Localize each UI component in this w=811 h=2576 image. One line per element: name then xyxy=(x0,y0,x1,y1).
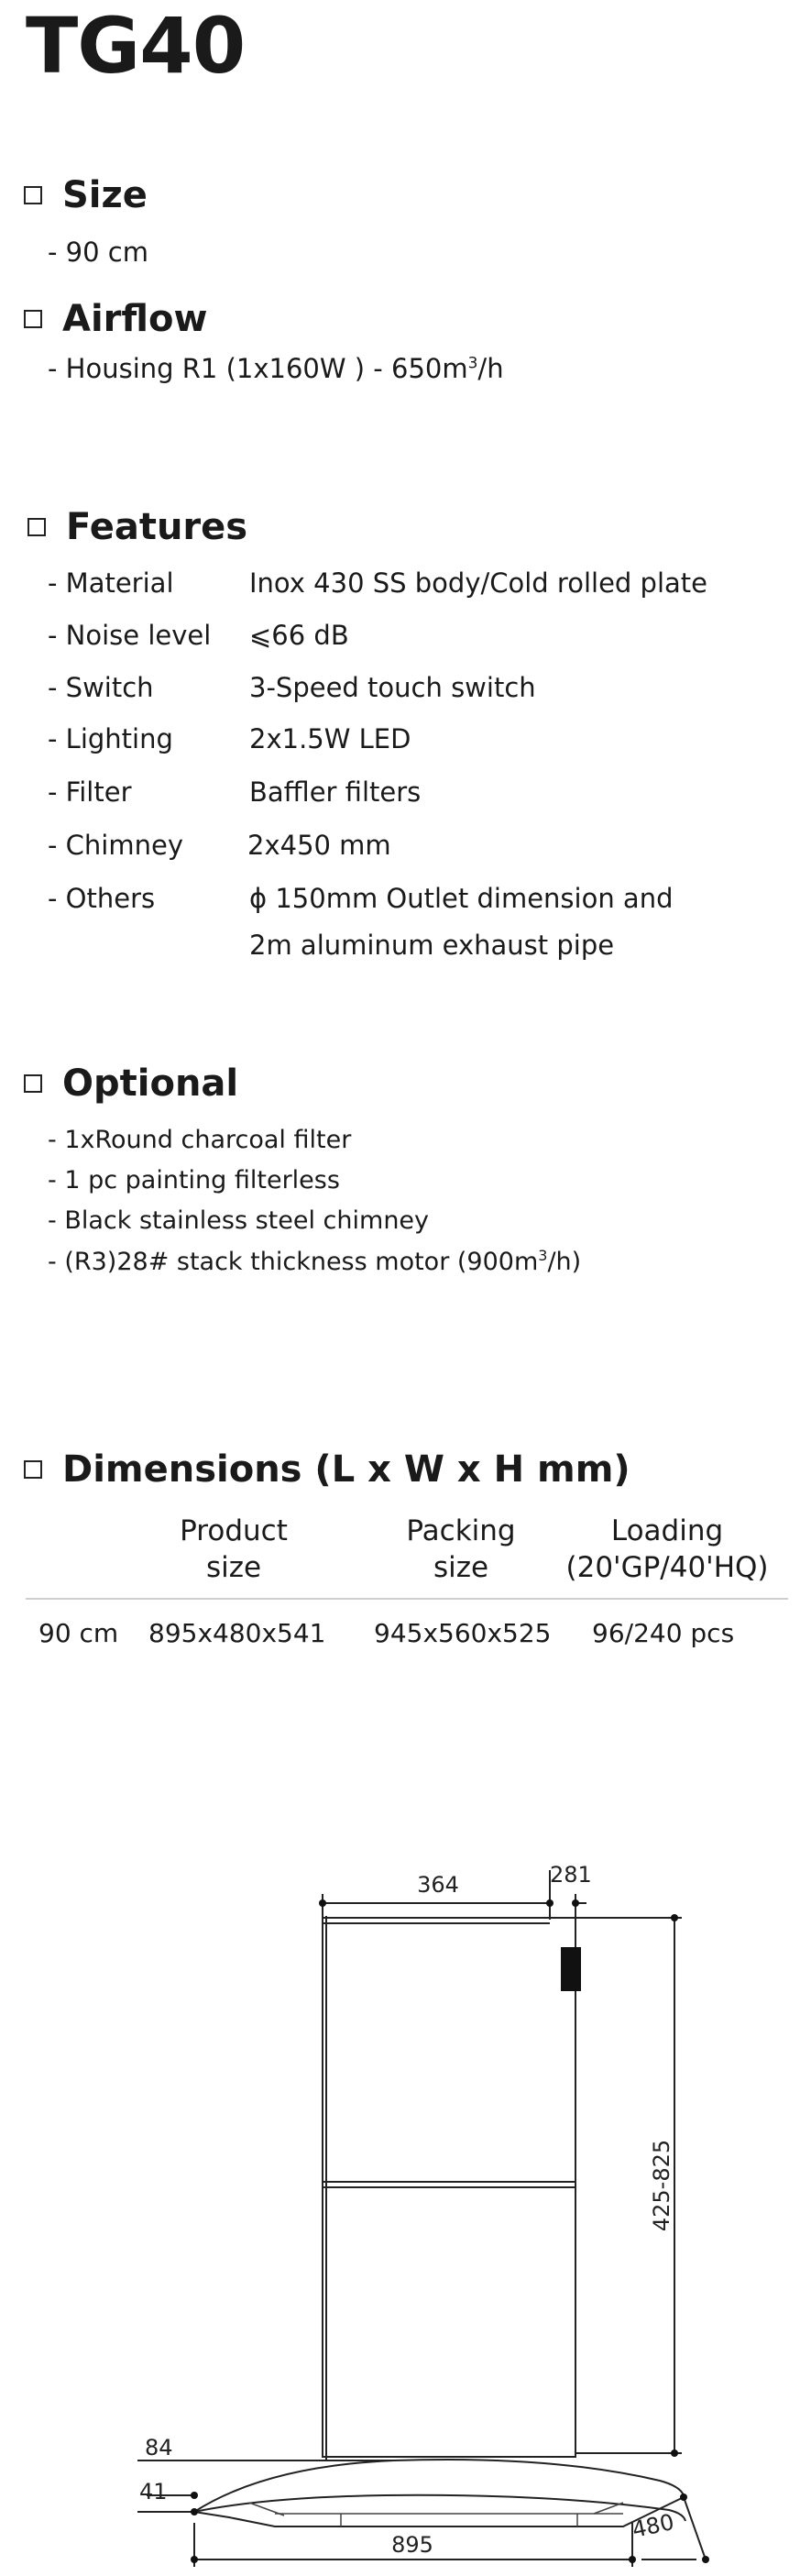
feature-value: 3-Speed touch switch xyxy=(249,672,536,703)
header-line: size xyxy=(433,1551,489,1584)
dimensions-heading xyxy=(24,1448,630,1491)
optional-heading-label: Optional xyxy=(62,1062,239,1105)
optional-heading xyxy=(24,1062,239,1105)
feature-row-switch xyxy=(48,672,536,704)
optional-item: - 1xRound charcoal filter xyxy=(48,1126,352,1154)
feature-row-others xyxy=(48,883,674,915)
airflow-superscript: 3 xyxy=(467,354,478,373)
size-heading xyxy=(24,174,148,216)
label-width: 895 xyxy=(391,2532,433,2558)
hood-detail xyxy=(249,2503,623,2526)
feature-label: - Material xyxy=(48,567,174,599)
label-hood-edge: 41 xyxy=(139,2479,168,2504)
table-cell-packing: 945x560x525 xyxy=(374,1618,552,1648)
column-header-packing xyxy=(383,1513,539,1586)
label-height-range: 425-825 xyxy=(649,2139,674,2232)
checkbox-icon xyxy=(24,1074,42,1093)
feature-row-noise xyxy=(48,620,349,652)
checkbox-icon xyxy=(24,186,42,204)
optional-item: - Black stainless steel chimney xyxy=(48,1206,430,1235)
feature-value: ɸ 150mm Outlet dimension and xyxy=(249,883,674,914)
feature-label: - Switch xyxy=(48,672,154,703)
dimensions-heading-label: Dimensions (L x W x H mm) xyxy=(62,1448,630,1491)
label-top-depth: 281 xyxy=(550,1862,592,1888)
airflow-value xyxy=(48,353,504,385)
feature-label: - Filter xyxy=(48,776,132,808)
airflow-unit: /h xyxy=(477,353,504,384)
feature-row-lighting xyxy=(48,723,411,755)
optional-unit: /h) xyxy=(547,1248,582,1276)
table-cell-size: 90 cm xyxy=(38,1618,119,1648)
label-depth: 480 xyxy=(630,2508,677,2543)
header-line: Loading xyxy=(610,1514,724,1547)
feature-value: 2x450 mm xyxy=(247,830,391,861)
features-heading-label: Features xyxy=(66,506,248,548)
feature-value: ⩽66 dB xyxy=(249,620,349,651)
optional-superscript: 3 xyxy=(538,1247,548,1264)
feature-row-others-cont: 2m aluminum exhaust pipe xyxy=(249,930,615,961)
feature-value: 2x1.5W LED xyxy=(249,723,411,754)
header-line: Packing xyxy=(406,1514,516,1547)
label-top-width: 364 xyxy=(417,1872,459,1898)
table-divider xyxy=(26,1598,788,1600)
column-header-loading xyxy=(557,1513,777,1586)
optional-item xyxy=(48,1247,581,1277)
checkbox-icon xyxy=(24,1460,42,1479)
airflow-text: - Housing R1 (1x160W ) - 650m xyxy=(48,353,468,384)
size-heading-label: Size xyxy=(62,174,148,216)
feature-label: - Others xyxy=(48,883,156,914)
features-heading xyxy=(27,506,248,548)
dimension-points xyxy=(191,1899,709,2563)
feature-row-material xyxy=(48,567,707,600)
control-panel-icon xyxy=(561,1947,581,1991)
checkbox-icon xyxy=(27,518,46,536)
feature-value: Inox 430 SS body/Cold rolled plate xyxy=(249,567,707,599)
header-line: (20'GP/40'HQ) xyxy=(565,1551,769,1584)
feature-label: - Lighting xyxy=(48,723,173,754)
feature-row-filter xyxy=(48,776,422,809)
feature-value: Baffler filters xyxy=(249,776,422,808)
optional-motor-text: - (R3)28# stack thickness motor (900m xyxy=(48,1248,539,1276)
feature-label: - Noise level xyxy=(48,620,212,651)
size-value: - 90 cm xyxy=(48,237,148,268)
label-hood-height: 84 xyxy=(145,2435,173,2460)
header-line: Product xyxy=(180,1514,288,1547)
hood-lower-curve xyxy=(194,2495,685,2521)
model-title: TG40 xyxy=(26,1,246,91)
drawing-lines xyxy=(137,1870,706,2567)
table-cell-loading: 96/240 pcs xyxy=(592,1618,735,1648)
column-header-product xyxy=(156,1513,312,1586)
dimension-drawing xyxy=(0,1833,811,2576)
table-cell-product: 895x480x541 xyxy=(148,1618,326,1648)
airflow-heading xyxy=(24,298,208,340)
optional-item: - 1 pc painting filterless xyxy=(48,1166,340,1194)
checkbox-icon xyxy=(24,310,42,328)
feature-row-chimney xyxy=(48,830,391,862)
header-line: size xyxy=(205,1551,262,1584)
feature-label: - Chimney xyxy=(48,830,184,861)
airflow-heading-label: Airflow xyxy=(62,298,208,340)
dim-line-depth xyxy=(684,2497,706,2559)
